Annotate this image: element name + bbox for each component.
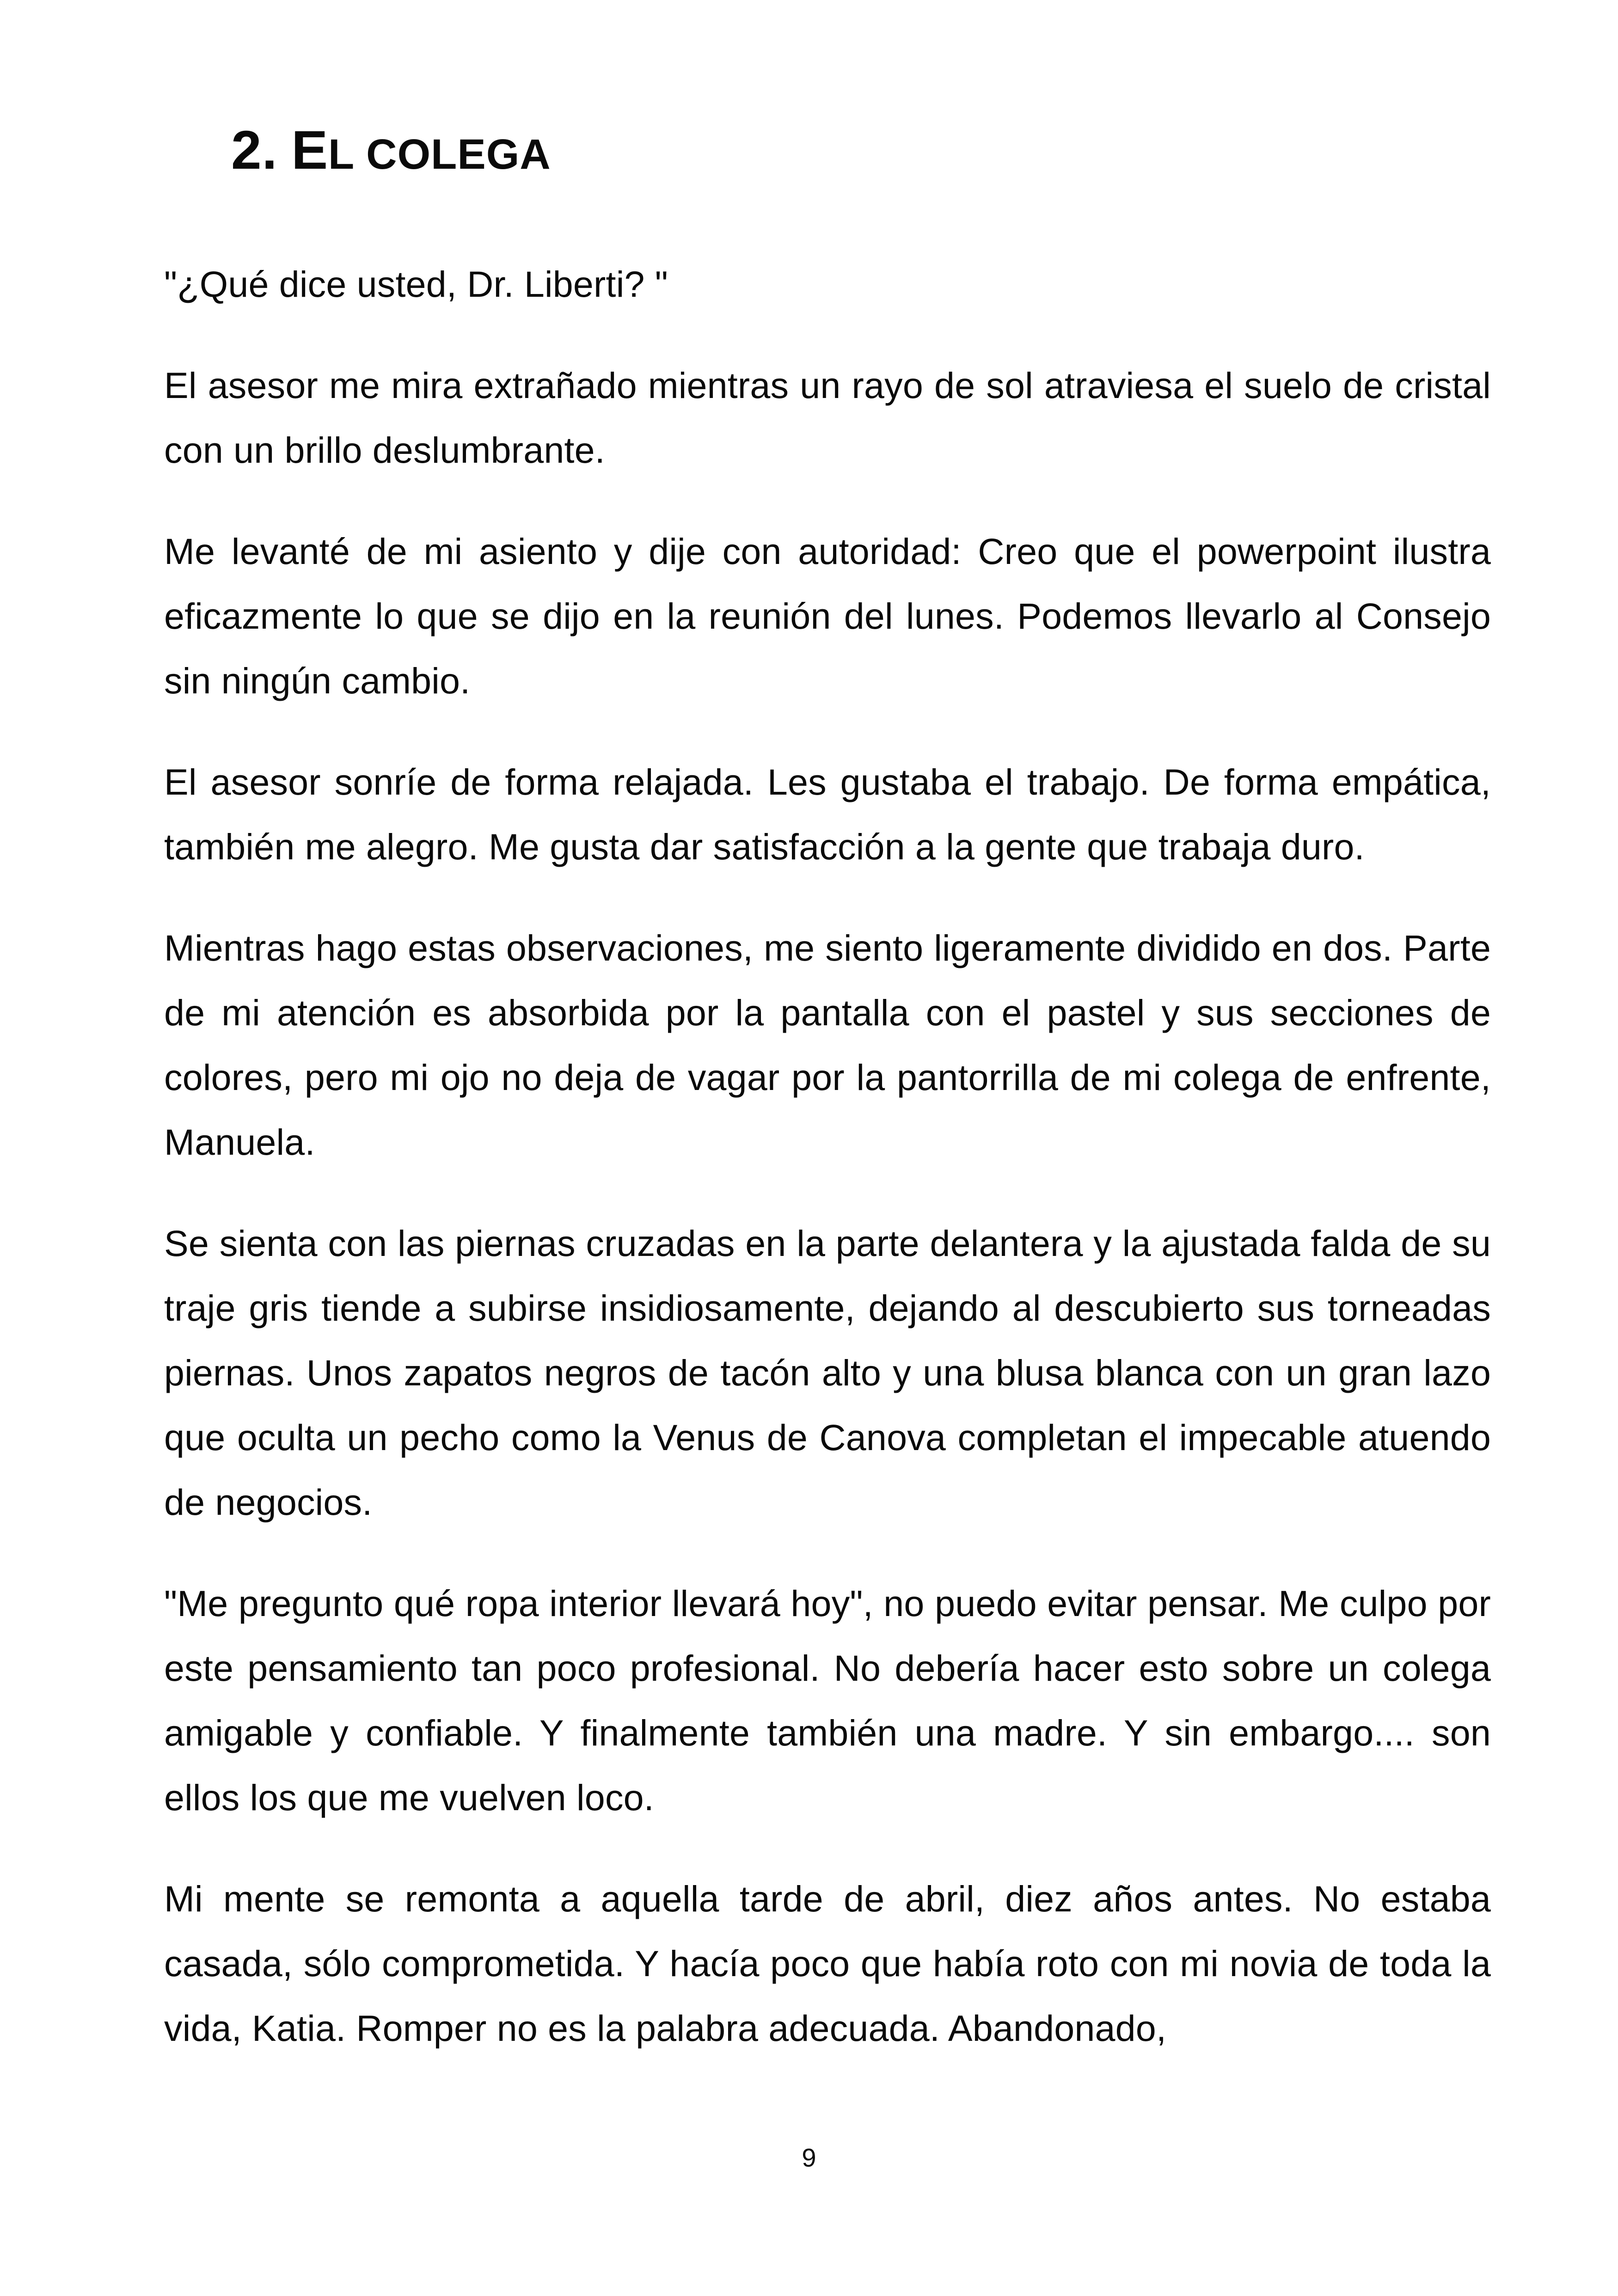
paragraph: "Me pregunto qué ropa interior llevará hoy", no puedo evitar pensar. Me culpo por este pensamiento tan poco profesional. No debería hacer esto sobre un colega amigable y confiable. Y finalmente también una madre. Y sin embargo.... son ellos los que me vuelven loco.	[164, 1583, 1491, 1818]
paragraph: Se sienta con las piernas cruzadas en la parte delantera y la ajustada falda de su traje gris tiende a subirse insidiosamente, dejando al descubierto sus torneadas piernas. Unos zapatos negros de tacón alto y una blusa blanca con un gran lazo que oculta un pecho como la Venus de Canova completan el impecable atuendo de negocios.	[164, 1223, 1491, 1523]
paragraph: El asesor me mira extrañado mientras un rayo de sol atraviesa el suelo de cristal con un brillo deslumbrante.	[164, 365, 1491, 471]
chapter-title-initial: E	[291, 120, 329, 181]
chapter-title-rest: L COLEGA	[328, 131, 551, 178]
chapter-body	[164, 252, 1491, 2097]
paragraph: Mientras hago estas observaciones, me siento ligeramente dividido en dos. Parte de mi atención es absorbida por la pantalla con el pastel y sus secciones de colores, pero mi ojo no deja de vagar por la pantorrilla de mi colega de enfrente, Manuela.	[164, 927, 1491, 1163]
paragraph: "¿Qué dice usted, Dr. Liberti? "	[164, 263, 668, 305]
chapter-title	[231, 118, 551, 184]
paragraph: Me levanté de mi asiento y dije con autoridad: Creo que el powerpoint ilustra eficazmente lo que se dijo en la reunión del lunes. Podemos llevarlo al Consejo sin ningún cambio.	[164, 531, 1491, 701]
paragraph: El asesor sonríe de forma relajada. Les gustaba el trabajo. De forma empática, también me alegro. Me gusta dar satisfacción a la gente que trabaja duro.	[164, 761, 1491, 867]
chapter-number: 2.	[231, 120, 278, 181]
paragraph: Mi mente se remonta a aquella tarde de abril, diez años antes. No estaba casada, sólo comprometida. Y hacía poco que había roto con mi novia de toda la vida, Katia. Romper no es la palabra adecuada. Abandonado,	[164, 1878, 1491, 2049]
page-number: 9	[802, 2143, 816, 2172]
